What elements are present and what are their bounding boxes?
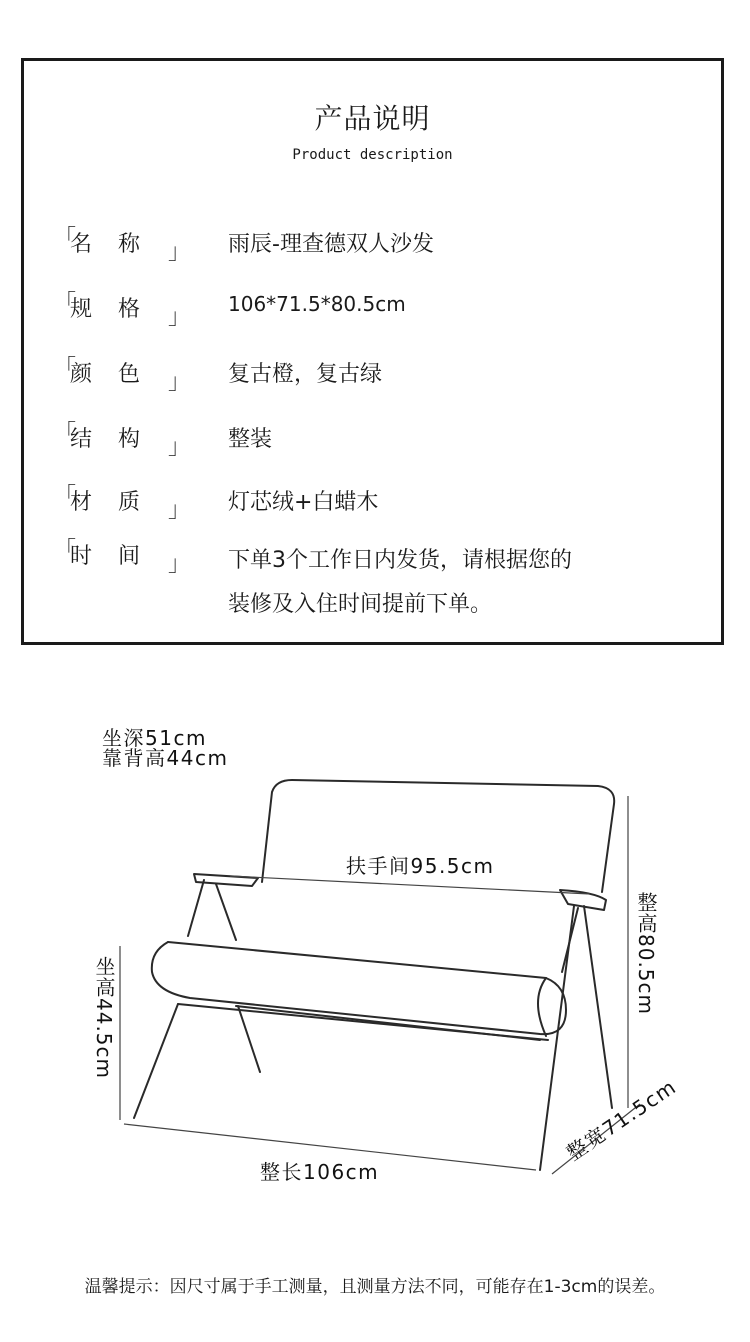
sofa-dimension-diagram	[0, 700, 750, 1220]
left-arm-frame	[216, 884, 236, 940]
total-length-label: 整长106cm	[260, 1160, 380, 1184]
spec-label: 名称	[70, 232, 167, 257]
bracket-open: 「	[54, 538, 77, 563]
bracket-open: 「	[54, 291, 77, 316]
armrest-span-label: 扶手间95.5cm	[346, 854, 495, 878]
spec-label: 规格	[70, 297, 167, 322]
spec-value	[228, 539, 572, 627]
bracket-close: 」	[168, 305, 191, 330]
left-front-leg	[134, 1004, 178, 1118]
spec-label: 时间	[70, 544, 167, 569]
spec-label: 结构	[70, 427, 167, 452]
bracket-close: 」	[168, 240, 191, 265]
bracket-close: 」	[168, 552, 191, 577]
product-spec-box	[21, 58, 724, 645]
spec-value-line: 装修及入住时间提前下单。	[228, 592, 493, 617]
page-title: 产品说明	[314, 102, 431, 135]
spec-value: 复古橙，复古绿	[228, 362, 383, 387]
seat-cushion-front-roll	[538, 978, 546, 1036]
bracket-close: 」	[168, 435, 191, 460]
lower-frame	[236, 1006, 540, 1040]
right-arm-frame	[562, 908, 578, 972]
spec-value-line: 下单3个工作日内发货，请根据您的	[228, 548, 572, 573]
bracket-open: 「	[54, 484, 77, 509]
bracket-close: 」	[168, 498, 191, 523]
spec-row-material	[54, 485, 694, 525]
bracket-open: 「	[54, 356, 77, 381]
seat-cushion-top	[168, 942, 546, 978]
right-arm-frame	[584, 906, 612, 1108]
spec-value: 整装	[228, 427, 273, 452]
left-rear-leg	[238, 1006, 260, 1072]
page-subtitle: Product description	[292, 147, 453, 163]
spec-row-color	[54, 357, 694, 397]
spec-label: 颜色	[70, 362, 167, 387]
seat-height-label: 坐高44.5cm	[92, 956, 116, 1080]
spec-value: 灯芯绒+白蜡木	[228, 490, 379, 515]
spec-row-name	[54, 227, 694, 267]
spec-value: 雨辰-理查德双人沙发	[228, 232, 434, 257]
total-width-label: 整宽71.5cm	[562, 1074, 681, 1166]
spec-label: 材质	[70, 490, 167, 515]
total-height-label: 整高80.5cm	[634, 892, 658, 1016]
spec-row-structure	[54, 422, 694, 462]
bracket-open: 「	[54, 226, 77, 251]
spec-row-time	[54, 539, 694, 629]
measurement-note: 温馨提示：因尺寸属于手工测量，且测量方法不同，可能存在1-3cm的误差。	[84, 1277, 666, 1297]
seat-depth-label: 坐深51cm	[102, 726, 207, 750]
back-height-label: 靠背高44cm	[102, 746, 229, 770]
spec-value: 106*71.5*80.5cm	[228, 292, 406, 316]
bracket-close: 」	[168, 370, 191, 395]
spec-row-size	[54, 292, 694, 332]
bracket-open: 「	[54, 421, 77, 446]
left-arm-frame	[188, 880, 204, 936]
